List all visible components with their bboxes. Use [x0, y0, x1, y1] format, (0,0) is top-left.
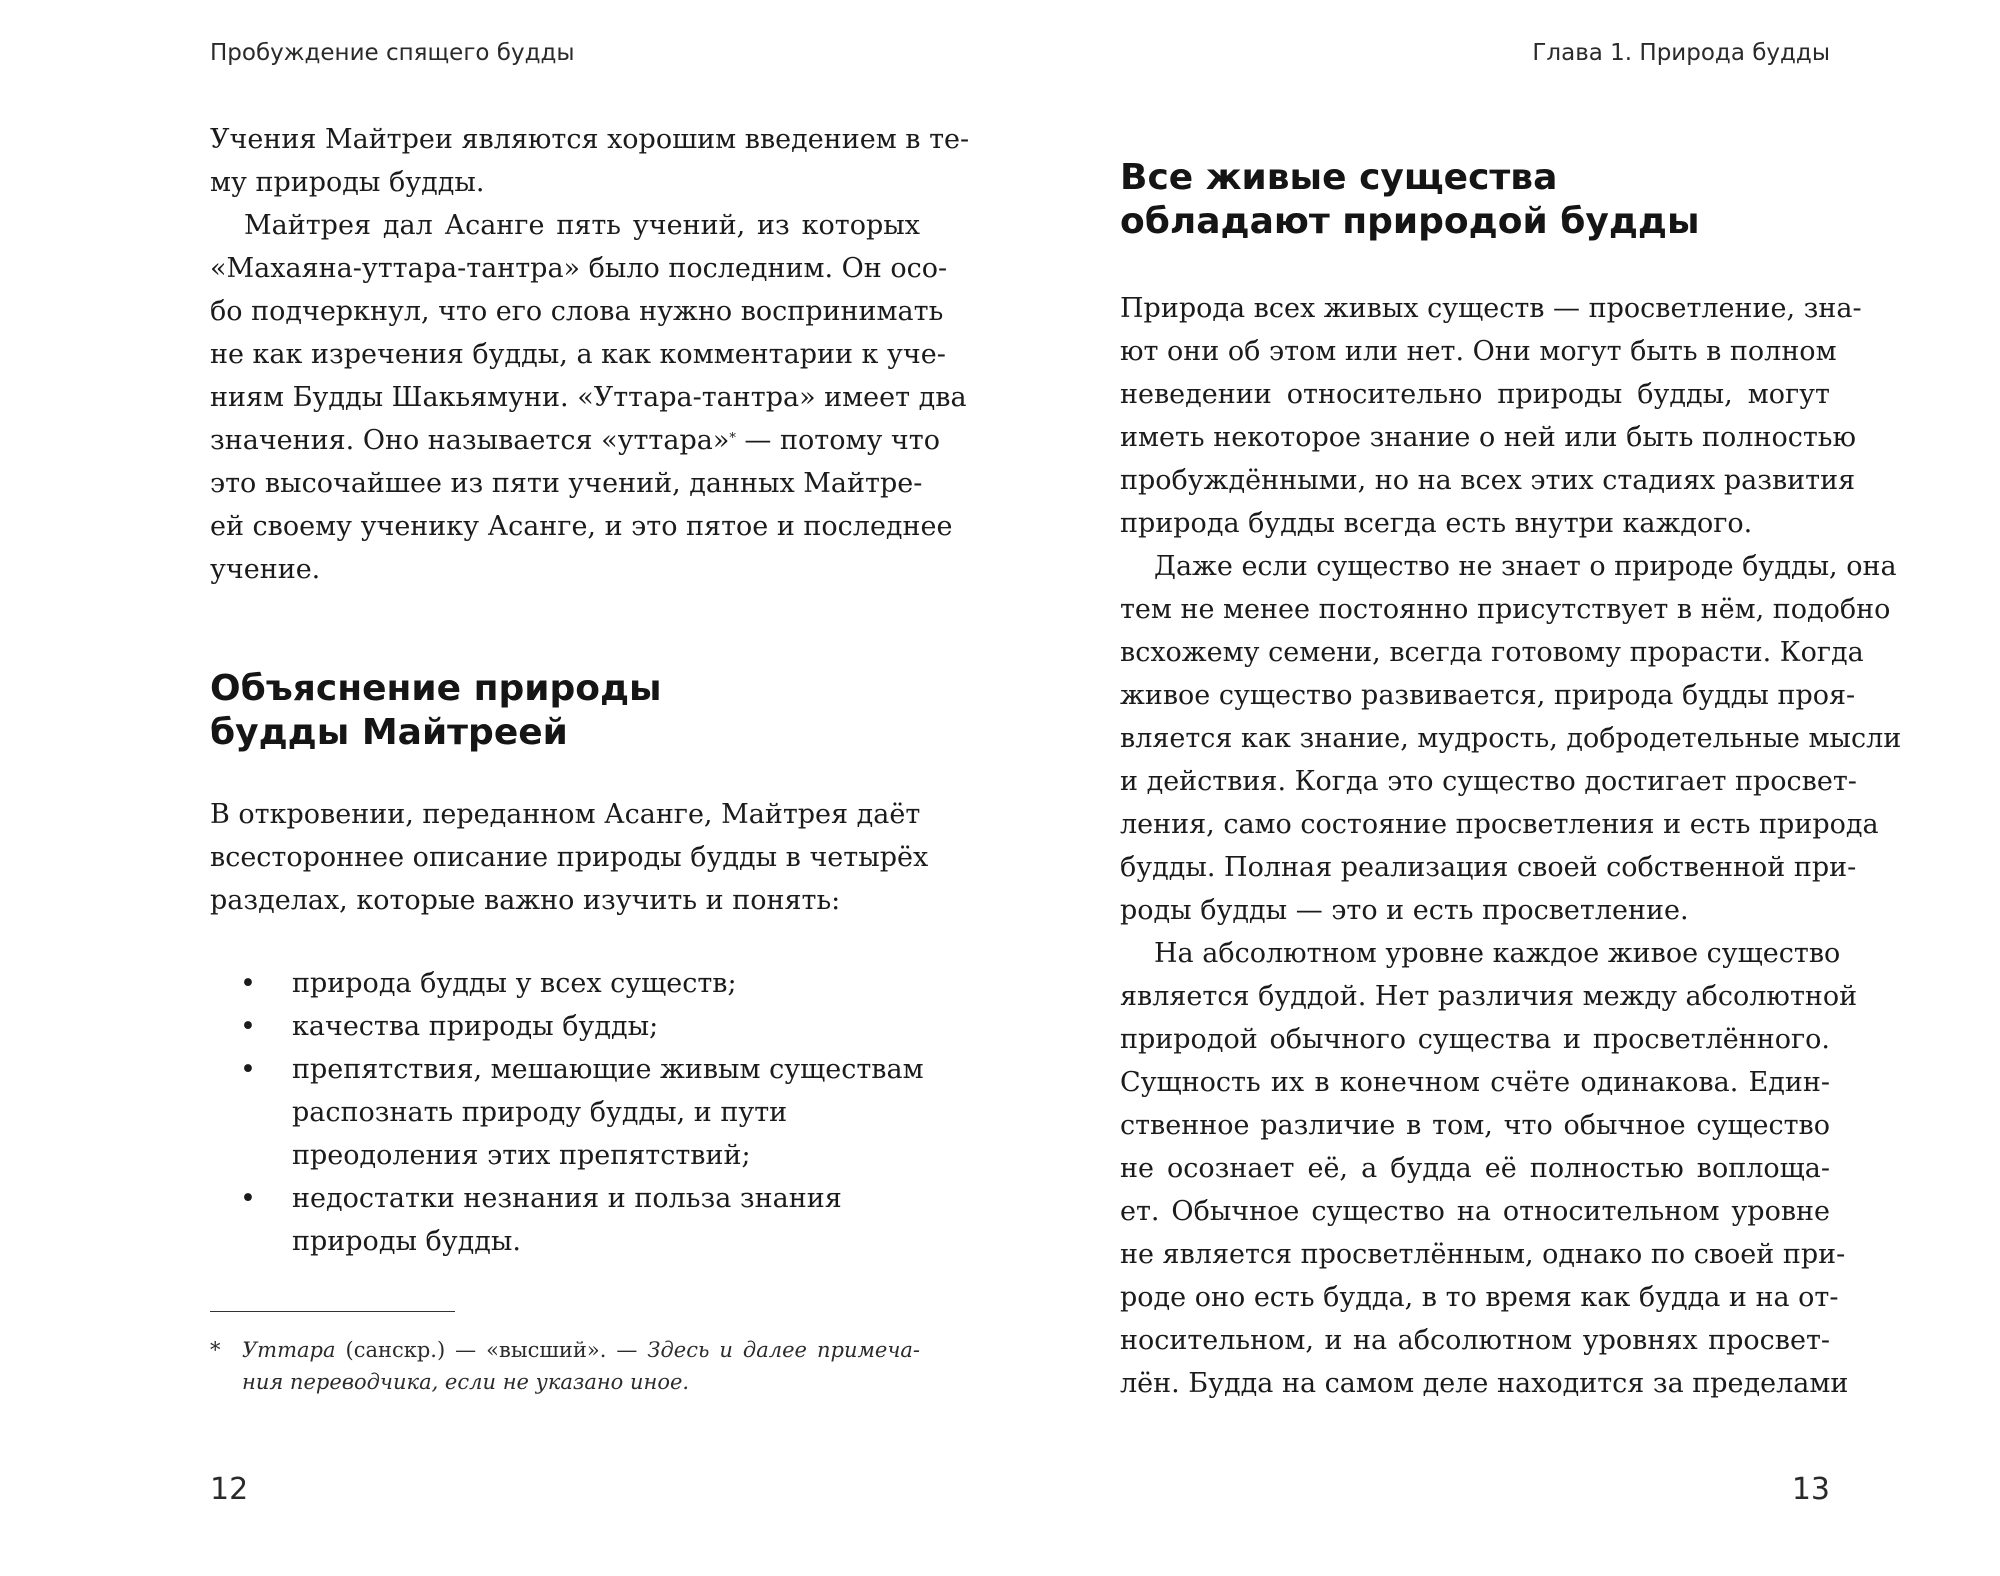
bullet-marker: • — [240, 1183, 256, 1214]
text-line: не как изречения будды, а как комментарии к уче- — [210, 339, 946, 370]
list-item — [210, 1005, 920, 1048]
bullet-marker: • — [240, 1011, 256, 1042]
footnote-marker: * — [210, 1338, 221, 1362]
bullet-list — [210, 962, 924, 1263]
footnote-reference[interactable]: * — [729, 431, 736, 446]
text-line: не является просветлённым, однако по своей при- — [1120, 1239, 1846, 1270]
text-line: ей своему ученику Асанге, и это пятое и последнее — [210, 511, 953, 542]
text-line: является буддой. Нет различия между абсолютной — [1120, 981, 1858, 1012]
text-line: му природы будды. — [210, 167, 485, 198]
footnote-note: Здесь и далее примеча- — [647, 1338, 920, 1362]
heading-line: будды Майтреей — [210, 712, 568, 753]
text-line: тем не менее постоянно присутствует в нём, подобно — [1120, 594, 1891, 625]
left-text-column — [210, 118, 970, 1398]
running-head-left: Пробуждение спящего будды — [210, 40, 575, 66]
paragraph — [1120, 932, 1858, 1405]
list-item-line: природы будды. — [292, 1226, 521, 1257]
text-line: На абсолютном уровне каждое живое существо — [1154, 938, 1841, 969]
text-line: природа будды всегда есть внутри каждого. — [1120, 508, 1753, 539]
paragraph — [1120, 287, 1862, 545]
footnote-line — [210, 1334, 920, 1366]
maitreya-paragraph — [210, 204, 967, 591]
text-line: не осознает её, а будда её полностью воплоща- — [1120, 1153, 1830, 1184]
text-line: Природа всех живых существ — просветление, зна- — [1120, 293, 1862, 324]
text-line: ления, само состояние просветления и есть природа — [1120, 809, 1879, 840]
text-fragment: значения. Оно называется «уттара» — [210, 425, 730, 456]
paragraph — [1120, 545, 1902, 932]
text-line: и действия. Когда это существо достигает просвет- — [1120, 766, 1857, 797]
bullet-marker: • — [240, 1054, 256, 1085]
text-line: лён. Будда на самом деле находится за пределами — [1120, 1368, 1849, 1399]
section-heading — [1120, 156, 1830, 244]
list-item-line: препятствия, мешающие живым существам — [292, 1054, 924, 1085]
text-line: Майтрея дал Асанге пять учений, из которых — [244, 210, 920, 241]
list-item-line: преодоления этих препятствий; — [292, 1140, 751, 1171]
page-number-left: 12 — [210, 1472, 249, 1507]
text-line: ет. Обычное существо на относительном уровне — [1120, 1196, 1830, 1227]
text-line: ниям Будды Шакьямуни. «Уттара-тантра» имеет два — [210, 382, 967, 413]
heading-line: обладают природой будды — [1120, 201, 1700, 242]
text-line: учение. — [210, 554, 321, 585]
page-number-right: 13 — [1791, 1472, 1830, 1507]
text-line: неведении относительно природы будды, могут — [1120, 379, 1830, 410]
footnote-line-text — [242, 1334, 920, 1366]
footnote-definition: (санскр.) — «высший». — — [335, 1338, 648, 1362]
text-line: будды. Полная реализация своей собственной при- — [1120, 852, 1857, 883]
text-line: «Махаяна-уттара-тантра» было последним. Он осо- — [210, 253, 948, 284]
text-line: Сущность их в конечном счёте одинакова. Един- — [1120, 1067, 1830, 1098]
list-item-line: недостатки незнания и польза знания — [292, 1183, 842, 1214]
text-line: природой обычного существа и просветлённого. — [1120, 1024, 1830, 1055]
list-item-line: распознать природу будды, и пути — [292, 1097, 788, 1128]
right-text-column — [1120, 156, 1902, 1405]
text-line: всхожему семени, всегда готовому прорасти. Когда — [1120, 637, 1864, 668]
footnote-line-text: ния переводчика, если не указано иное. — [242, 1370, 690, 1394]
text-line: иметь некоторое знание о ней или быть полностью — [1120, 422, 1856, 453]
footnote-term: Уттара — [242, 1338, 336, 1362]
text-line: роде оно есть будда, в то время как будда и на от- — [1120, 1282, 1839, 1313]
list-item — [210, 1048, 924, 1177]
text-fragment: — потому что — [735, 425, 940, 456]
text-line: носительном, и на абсолютном уровнях просвет- — [1120, 1325, 1830, 1356]
bullet-marker: • — [240, 968, 256, 999]
text-line: всестороннее описание природы будды в четырёх — [210, 842, 929, 873]
text-line: вляется как знание, мудрость, добродетельные мысли — [1120, 723, 1902, 754]
right-page — [1000, 0, 2000, 1576]
text-line: ственное различие в том, что обычное существо — [1120, 1110, 1830, 1141]
footnote-line — [210, 1366, 920, 1398]
heading-line: Все живые существа — [1120, 157, 1558, 198]
list-item — [210, 962, 920, 1005]
text-line: это высочайшее из пяти учений, данных Майтре- — [210, 468, 923, 499]
list-item-line: природа будды у всех существ; — [292, 968, 737, 999]
text-line: ют они об этом или нет. Они могут быть в полном — [1120, 336, 1837, 367]
section-heading — [210, 667, 920, 755]
text-line: пробуждёнными, но на всех этих стадиях развития — [1120, 465, 1856, 496]
text-line: роды будды — это и есть просветление. — [1120, 895, 1689, 926]
intro-paragraph — [210, 118, 970, 204]
text-line: разделах, которые важно изучить и понять: — [210, 885, 841, 916]
text-line: Учения Майтреи являются хорошим введением в те- — [210, 124, 970, 155]
text-line: В откровении, переданном Асанге, Майтрея даёт — [210, 799, 921, 830]
text-line: живое существо развивается, природа будды проя- — [1120, 680, 1856, 711]
list-item-line: качества природы будды; — [292, 1011, 659, 1042]
text-line: Даже если существо не знает о природе будды, она — [1154, 551, 1897, 582]
footnote — [210, 1334, 920, 1398]
running-head-right: Глава 1. Природа будды — [1532, 40, 1830, 66]
text-line: бо подчеркнул, что его слова нужно воспринимать — [210, 296, 944, 327]
revelation-paragraph — [210, 793, 929, 922]
list-item — [210, 1177, 920, 1263]
heading-line: Объяснение природы — [210, 668, 662, 709]
text-line-with-footnote-ref — [210, 419, 940, 462]
